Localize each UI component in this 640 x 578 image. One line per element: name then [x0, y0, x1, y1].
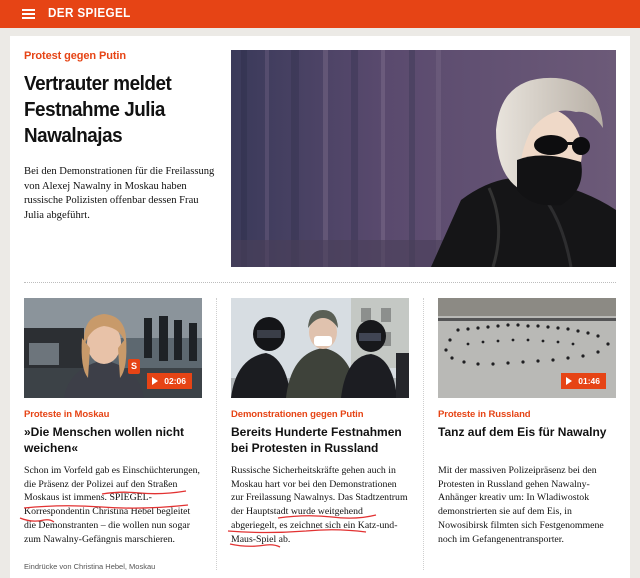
- teaser-1-headline[interactable]: »Die Menschen wollen nicht weichen«: [24, 425, 185, 455]
- teaser-1-credit: Eindrücke von Christina Hebel, Moskau: [24, 562, 156, 571]
- lead-photo[interactable]: [231, 50, 616, 267]
- video-duration: 01:46: [578, 376, 600, 386]
- teaser-1[interactable]: [24, 298, 202, 571]
- lead-kicker[interactable]: Protest gegen Putin: [24, 50, 126, 62]
- section-divider: [24, 282, 616, 283]
- play-icon[interactable]: [566, 377, 572, 385]
- lead-teaser-text: Bei den Demonstrationen für die Freilassung von Alexej Nawalny in Moskau haben russische Polizisten offenbar dessen Frau Julia abgeführt.: [24, 166, 215, 221]
- column-separator: [423, 298, 424, 570]
- top-bar: [0, 0, 640, 28]
- teaser-3-video-badge[interactable]: [561, 373, 606, 389]
- lead-article[interactable]: [24, 50, 220, 223]
- teaser-1-text: Schon im Vorfeld gab es Einschüchterungen, die Präsenz der Polizei auf den Straßen Moskaus ist immens. SPIEGEL-Korrespondentin Christina Hebel begleitet die Demonstranten – die wollen nun sogar zum Nawalny-Gefängnis marschieren.: [24, 465, 200, 545]
- lead-headline[interactable]: Vertrauter meldet Festnahme Julia Nawalnajas: [24, 72, 172, 147]
- teaser-3-text: Mit der massiven Polizeipräsenz bei den Protesten in Russland gehen Nawalny-Anhänger kreativ um: In Wladiwostok demonstrierten sie auf dem Eis, in Nowosibirsk filmten sich Festgenommene noch im Gefangenentransporter.: [438, 465, 604, 545]
- teaser-2[interactable]: [231, 298, 409, 545]
- teaser-2-photo[interactable]: [231, 298, 409, 398]
- teaser-1-kicker[interactable]: Proteste in Moskau: [24, 409, 110, 420]
- teaser-3-kicker[interactable]: Proteste in Russland: [438, 409, 531, 420]
- video-duration: 02:06: [164, 376, 186, 386]
- microphone-logo-icon: S: [128, 359, 140, 374]
- teaser-2-kicker[interactable]: Demonstrationen gegen Putin: [231, 409, 364, 420]
- teaser-1-video-thumbnail[interactable]: [24, 298, 202, 398]
- teaser-3-headline[interactable]: Tanz auf dem Eis für Nawalny: [438, 425, 607, 439]
- teaser-3-video-thumbnail[interactable]: [438, 298, 616, 398]
- teaser-1-video-badge[interactable]: [147, 373, 192, 389]
- hamburger-menu-icon[interactable]: [22, 9, 35, 19]
- teaser-3[interactable]: [438, 298, 616, 545]
- teaser-2-photo-illustration: [231, 298, 409, 398]
- lead-photo-illustration: [231, 50, 616, 267]
- play-icon[interactable]: [152, 377, 158, 385]
- teaser-2-text: Russische Sicherheitskräfte gehen auch in Moskau hart vor bei den Demonstrationen zur Freilassung Nawalnys. Das Stadtzentrum der Hauptstadt wurde weitgehend abgeriegelt, es zeichnet sich ein Katz-und-Maus-Spiel ab.: [231, 465, 408, 545]
- spiegel-logo[interactable]: DER SPIEGEL: [48, 5, 131, 20]
- teaser-2-headline[interactable]: Bereits Hunderte Festnahmen bei Protesten in Russland: [231, 425, 402, 455]
- column-separator: [216, 298, 217, 570]
